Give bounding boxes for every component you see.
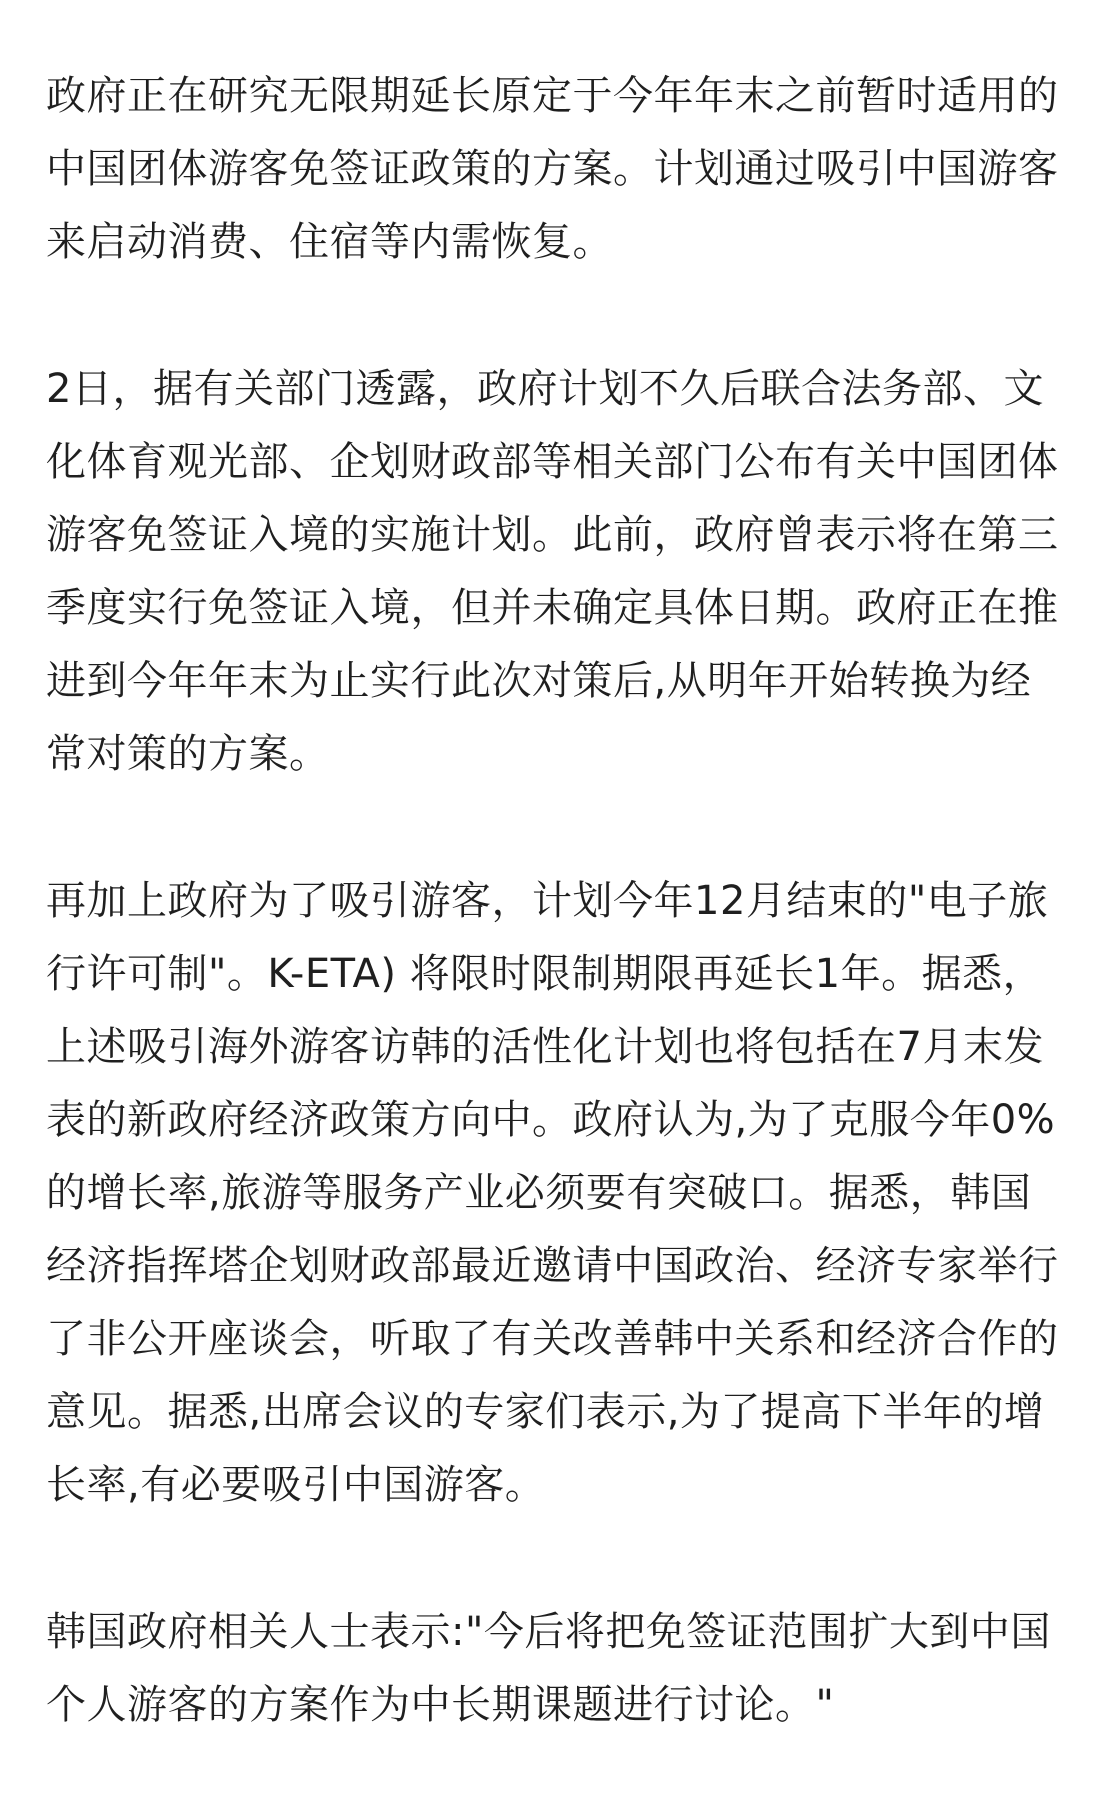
paragraph-3: 再加上政府为了吸引游客，计划今年12月结束的"电子旅行许可制"。K-ETA) 将限时限制期限再延长1年。据悉，上述吸引海外游客访韩的活性化计划也将包括在7月末发表的新政府经济政策方向中。政府认为,为了克服今年0%的增长率,旅游等服务产业必须要有突破口。据悉，韩国经济指挥塔企划财政部最近邀请中国政治、经济专家举行了非公开座谈会，听取了有关改善韩中关系和经济合作的意见。据悉,出席会议的专家们表示,为了提高下半年的增长率,有必要吸引中国游客。: [46, 878, 1059, 1508]
paragraph-1: 政府正在研究无限期延长原定于今年年末之前暂时适用的中国团体游客免签证政策的方案。计划通过吸引中国游客来启动消费、住宿等内需恢复。: [46, 73, 1059, 265]
paragraph-2: 2日，据有关部门透露，政府计划不久后联合法务部、文化体育观光部、企划财政部等相关部门公布有关中国团体游客免签证入境的实施计划。此前，政府曾表示将在第三季度实行免签证入境，但并未确定具体日期。政府正在推进到今年年末为止实行此次对策后,从明年开始转换为经常对策的方案。: [46, 366, 1059, 777]
paragraph-4: 韩国政府相关人士表示:"今后将把免签证范围扩大到中国个人游客的方案作为中长期课题进行讨论。": [46, 1609, 1051, 1728]
